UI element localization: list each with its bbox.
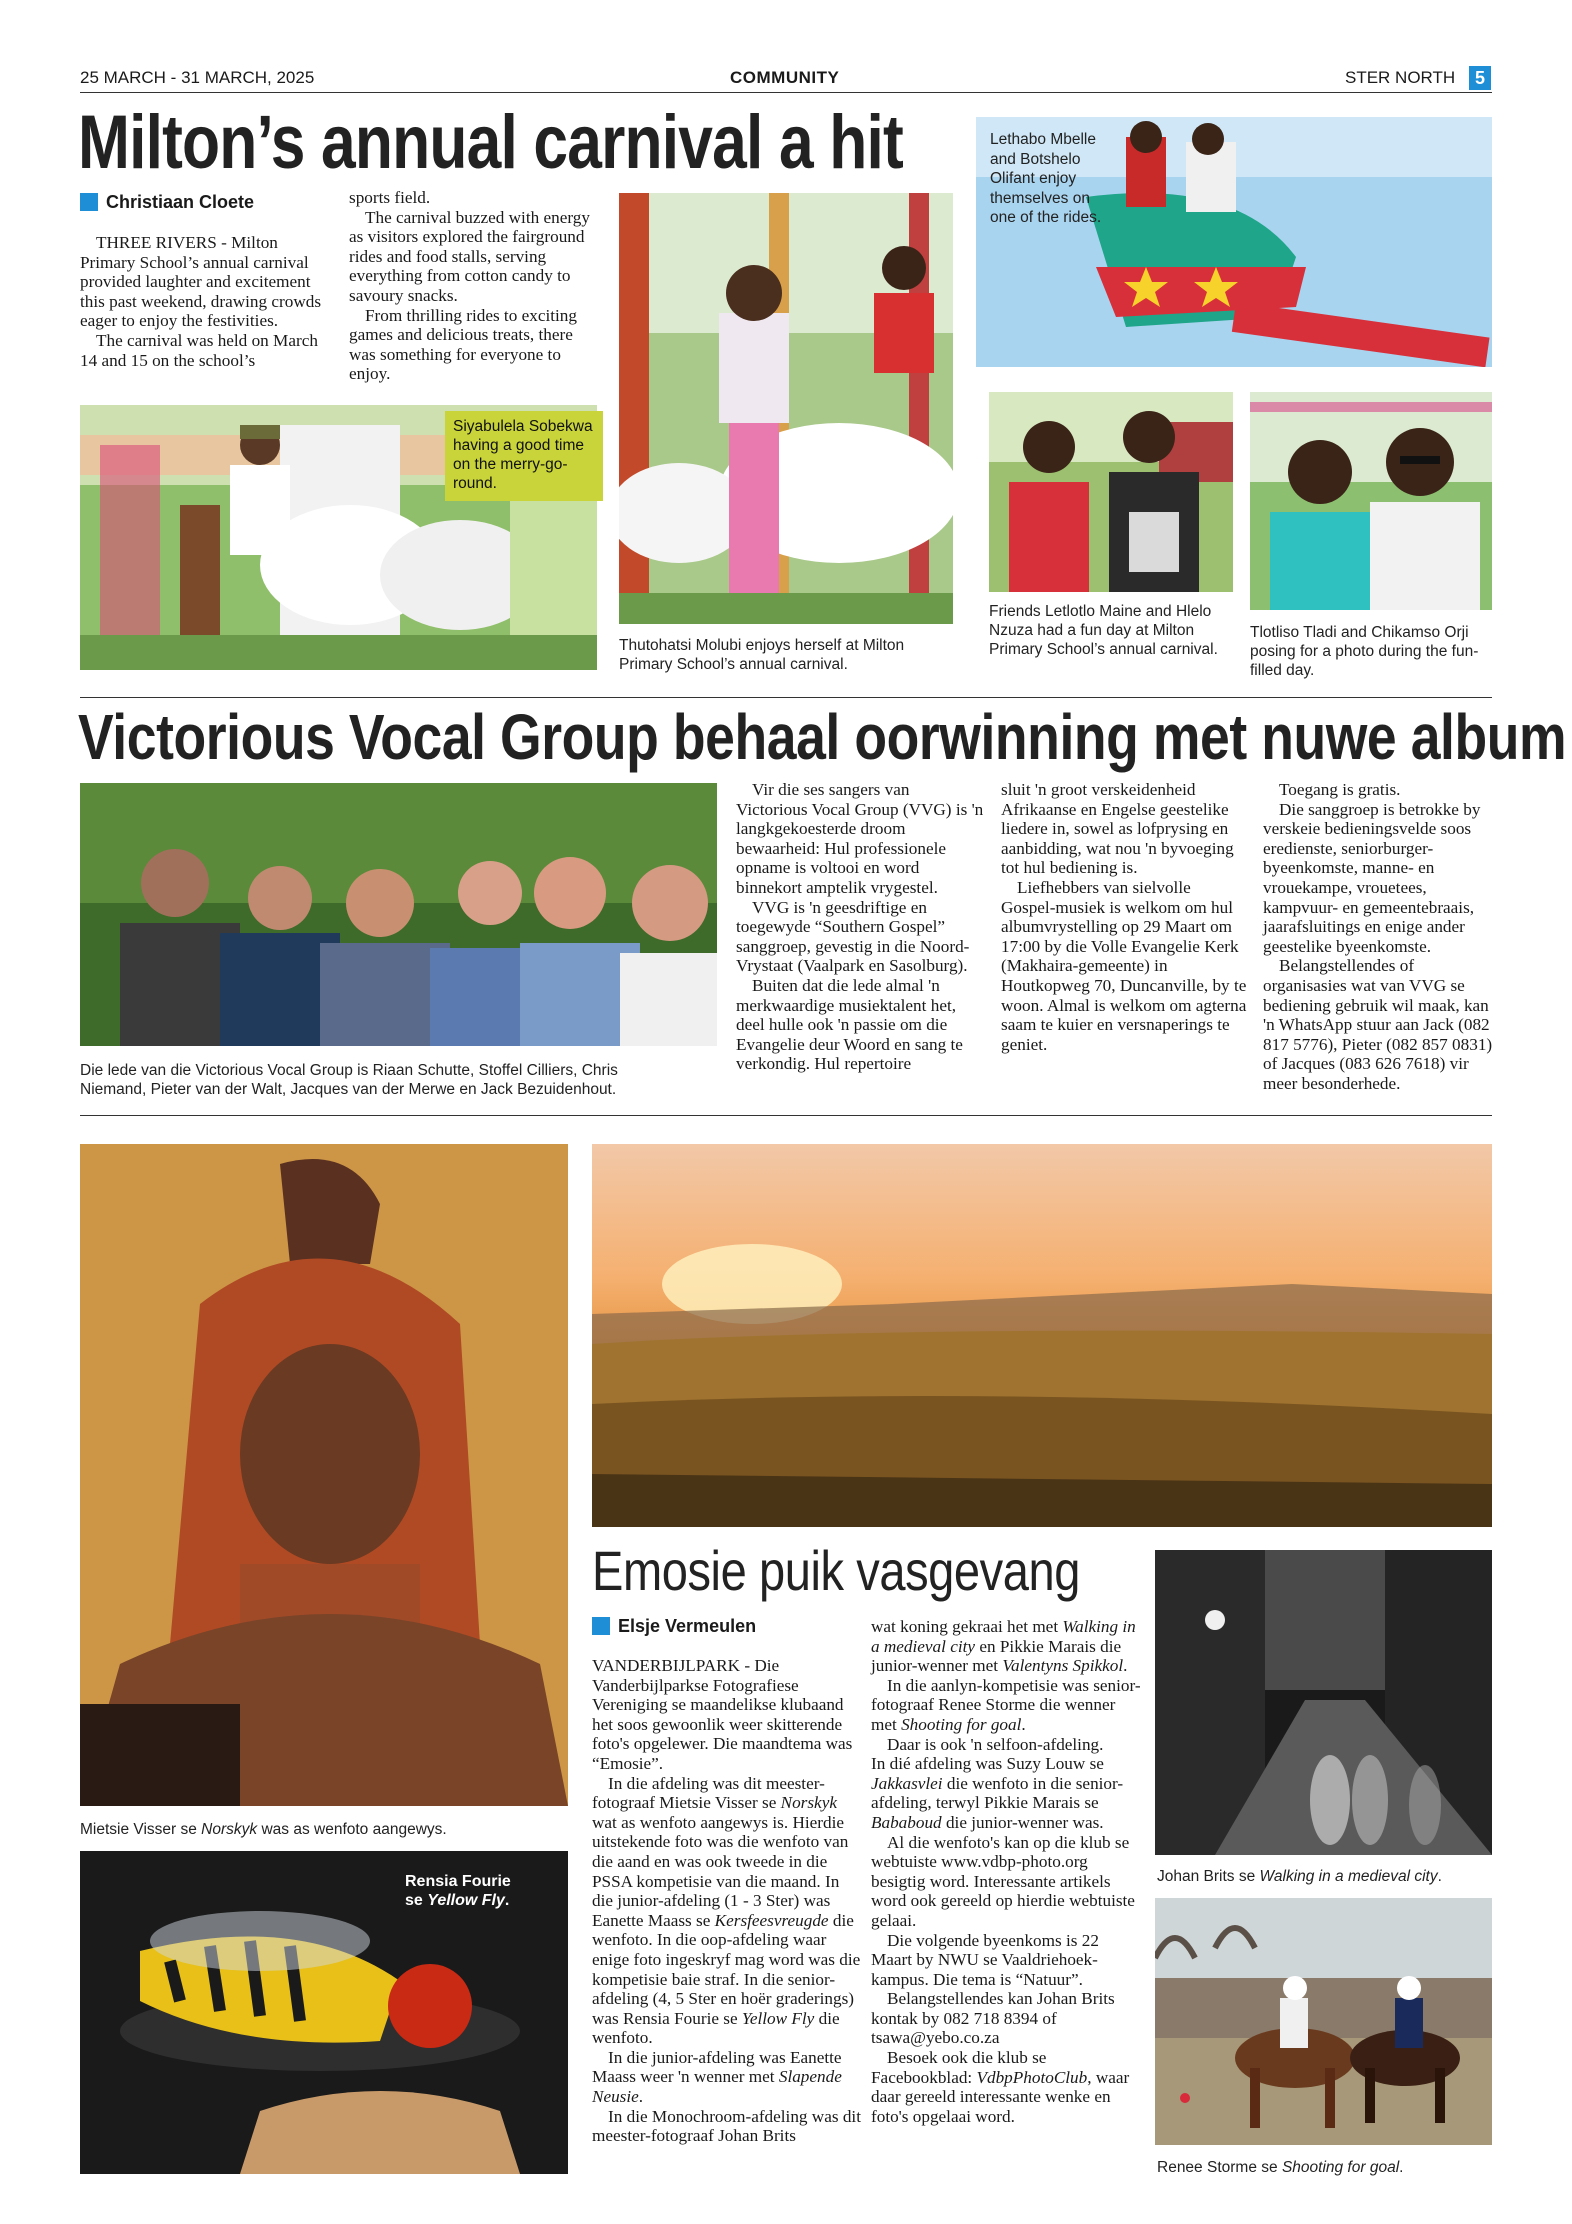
shooting-for-goal-caption: Renee Storme se Shooting for goal. [1157, 2159, 1404, 2176]
paper-name: STER NORTH [1345, 68, 1456, 87]
vocal-col1: Vir die ses sangers van Victorious Vocal Group (VVG) is 'n langkgekoesterde droom bewaarheid: Hul professionele opname is voltooi en word binnekort amptelik vrygestel. VVG is 'n geesdriftige en toegewyde “Southern Gospel” sanggroep, gevestig in die Noord-Vrystaat (Vaalpark en Sasolburg). Buiten dat die lede almal 'n merkwaardige musiektalent het, deel hulle ook 'n passie om die Evangelie deur Woord en sang te verkondig. Hul repertoire [736, 780, 984, 1074]
friends-caption: Friends Letlotlo Maine and Hlelo Nzuza had a fun day at Milton Primary School’s annual carnival. [989, 603, 1218, 658]
thutohatsi-caption: Thutohatsi Molubi enjoys herself at Milton Primary School’s annual carnival. [619, 637, 905, 673]
byline-marker-icon [80, 193, 98, 211]
yellow-fly-caption: Rensia Fourie se Yellow Fly. [405, 1873, 511, 1909]
merry-go-round-caption: Siyabulela Sobekwa having a good time on the merry-go-round. [445, 411, 603, 501]
byline-marker-icon [592, 1617, 610, 1635]
carnival-col1: THREE RIVERS - Milton Primary School’s annual carnival provided laughter and excitement this past weekend, drawing crowds eager to enjoy the festivities. The carnival was held on March 14 and 15 on the school’s [80, 233, 322, 370]
header-rule [80, 92, 1492, 93]
tlotliso-photo [1250, 392, 1492, 610]
carnival-col2: sports field. The carnival buzzed with energy as visitors explored the fairground rides and food stalls, serving everything from cotton candy to savoury snacks. From thrilling rides to exciting games and delicious treats, there was something for everyone to enjoy. [349, 188, 590, 384]
shooting-for-goal-photo [1155, 1898, 1492, 2145]
norskyk-photo [80, 1144, 568, 1806]
medieval-city-caption: Johan Brits se Walking in a medieval city. [1157, 1868, 1442, 1885]
section-rule-2 [80, 1115, 1492, 1116]
norskyk-caption: Mietsie Visser se Norskyk was as wenfoto aangewys. [80, 1821, 447, 1838]
carnival-byline: Christiaan Cloete [80, 192, 254, 213]
carnival-headline: Milton’s annual carnival a hit [78, 100, 903, 185]
emosie-col1: VANDERBIJLPARK - Die Vanderbijlparkse Fotografiese Vereniging se maandelikse klubaand het soos gewoonlik weer skitterende foto's opgelewer. Die maandtema was “Emosie”. In die afdeling was dit meester-fotograaf Mietsie Visser se Norskyk wat as wenfoto aangewys is. Hierdie uitstekende foto was die wenfoto van die aand en was ook tweede in die PSSA kompetisie van die maand. In die junior-afdeling (1 - 3 Ster) was Eanette Maass se Kersfeesvreugde die wenfoto. In die oop-afdeling waar enige foto ingeskryf mag word was die kompetisie baie straf. In die senior-afdeling (4, 5 Ster en hoër graderings) was Rensia Fourie se Yellow Fly die wenfoto. In die junior-afdeling was Eanette Maass weer 'n wenner met Slapende Neusie. In die Monochroom-afdeling was dit meester-fotograaf Johan Brits [592, 1656, 861, 2146]
vocal-group-photo [80, 783, 717, 1046]
emosie-headline: Emosie puik vasgevang [592, 1539, 1081, 1602]
lethabo-caption: Lethabo Mbelle and Botshelo Olifant enjoy themselves on one of the rides. [990, 131, 1102, 226]
sunset-landscape-photo [592, 1144, 1492, 1527]
section-rule-1 [80, 697, 1492, 698]
issue-date: 25 MARCH - 31 MARCH, 2025 [80, 68, 315, 87]
medieval-city-photo [1155, 1550, 1492, 1855]
friends-photo [989, 392, 1233, 592]
vocal-col3: Toegang is gratis. Die sanggroep is betrokke by verskeie bedieningsvelde soos eredienste, seniorburger-byeenkomste, manne- en vrouekampe, vrouetees, kampvuur- en gemeentebraais, jaarafsluitings en enige ander geestelike byeenkomste. Belangstellendes of organisasies wat van VVG se bediening gebruik wil maak, kan 'n WhatsApp stuur aan Jack (082 817 5776), Pieter (082 857 0831) of Jacques (083 626 7618) vir meer besonderhede. [1263, 780, 1493, 1093]
section-label: COMMUNITY [730, 68, 840, 87]
vocal-col2: sluit 'n groot verskeidenheid Afrikaanse en Engelse geestelike liedere in, sowel as lofprysing en aanbidding, wat nou 'n byvoeging tot hul bediening is. Liefhebbers van sielvolle Gospel-musiek is welkom om hul albumvrystelling op 29 Maart om 17:00 by die Volle Evangelie Kerk (Makhaira-gemeente) in Houtkopweg 70, Duncanville, by te woon. Almal is welkom om agterna saam te kuier en versnaperings te geniet. [1001, 780, 1247, 1054]
vocal-group-caption: Die lede van die Victorious Vocal Group is Riaan Schutte, Stoffel Cilliers, Chris Niemand, Pieter van der Walt, Jacques van der Merwe en Jack Bezuidenhout. [80, 1062, 618, 1098]
vocal-group-headline: Victorious Vocal Group behaal oorwinning met nuwe album [78, 701, 1567, 773]
page-number: 5 [1469, 66, 1491, 90]
tlotliso-caption: Tlotliso Tladi and Chikamso Orji posing for a photo during the fun-filled day. [1250, 624, 1479, 679]
emosie-col2: wat koning gekraai het met Walking in a medieval city en Pikkie Marais die junior-wenner met Valentyns Spikkol. In die aanlyn-kompetisie was senior-fotograaf Renee Storme die wenner met Shooting for goal. Daar is ook 'n selfoon-afdeling. In dié afdeling was Suzy Louw se Jakkasvlei die wenfoto in die senior-afdeling, terwyl Pikkie Marais se Bababoud die junior-wenner was. Al die wenfoto's kan op die klub se webtuiste www.vdbp-photo.org besigtig word. Interessante artikels word ook gereeld op hierdie webtuiste gelaai. Die volgende byeenkoms is 22 Maart by NWU se Vaaldriehoek-kampus. Die tema is “Natuur”. Belangstellendes kan Johan Brits kontak by 082 718 8394 of tsawa@yebo.co.za Besoek ook die klub se Facebookblad: VdbpPhotoClub, waar daar gereeld interessante wenke en foto's opgelaai word. [871, 1617, 1141, 2126]
emosie-byline: Elsje Vermeulen [592, 1616, 756, 1637]
thutohatsi-photo [619, 193, 953, 624]
